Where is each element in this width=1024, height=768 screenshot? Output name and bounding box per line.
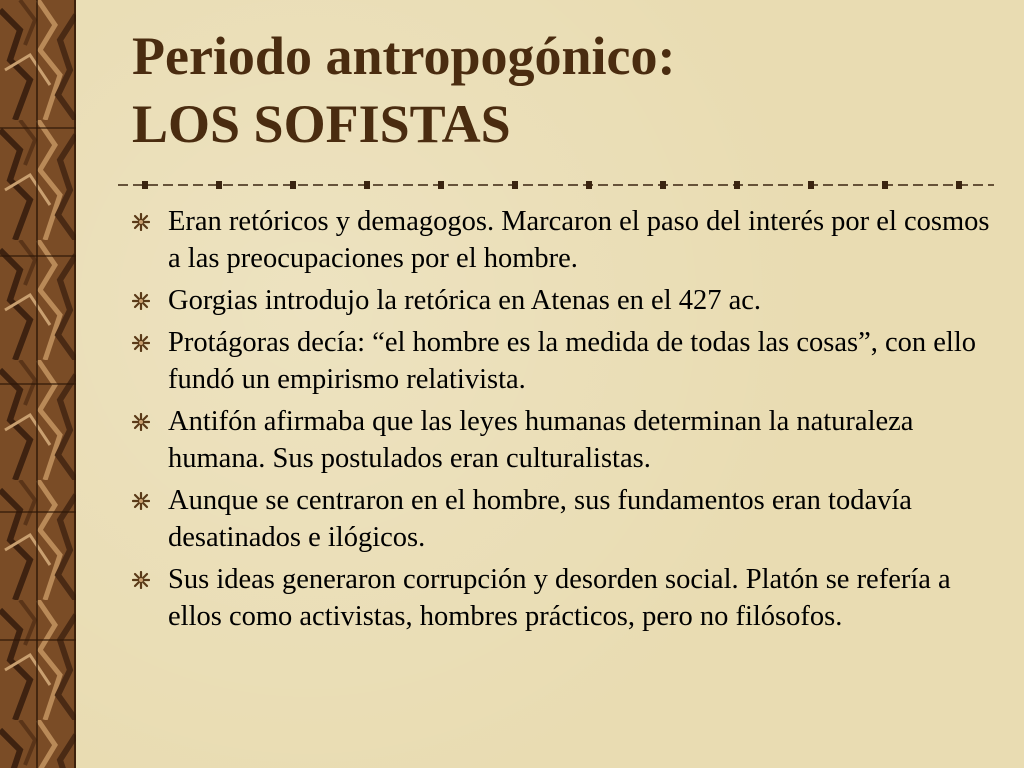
bullet-text: Antifón afirmaba que las leyes humanas determinan la naturaleza humana. Sus postulados eran culturalistas. <box>168 406 914 474</box>
asterisk-star-icon <box>132 213 150 231</box>
bullet-item <box>130 203 990 277</box>
bullet-text: Protágoras decía: “el hombre es la medida de todas las cosas”, con ello fundó un empirismo relativista. <box>168 327 977 395</box>
bullet-text: Eran retóricos y demagogos. Marcaron el paso del interés por el cosmos a las preocupaciones por el hombre. <box>168 206 990 274</box>
title-line-2: LOS SOFISTAS <box>132 94 511 154</box>
asterisk-star-icon <box>132 492 150 510</box>
bullet-text: Aunque se centraron en el hombre, sus fundamentos eran todavía desatinados e ilógicos. <box>168 485 912 553</box>
bullet-item <box>130 282 990 319</box>
title-line-1: Periodo antropogónico: <box>132 26 676 86</box>
asterisk-star-icon <box>132 413 150 431</box>
asterisk-star-icon <box>132 334 150 352</box>
bullet-item <box>130 482 990 556</box>
bullet-item <box>130 403 990 477</box>
bullet-item <box>130 324 990 398</box>
asterisk-star-icon <box>132 292 150 310</box>
bullet-text: Gorgias introdujo la retórica en Atenas en el 427 ac. <box>168 285 762 316</box>
bullet-list <box>130 203 990 640</box>
asterisk-star-icon <box>132 571 150 589</box>
bullet-item <box>130 561 990 635</box>
bullet-text: Sus ideas generaron corrupción y desorden social. Platón se refería a ellos como activistas, hombres prácticos, pero no filósofos. <box>168 564 951 632</box>
decorative-marble-strip <box>0 0 76 768</box>
decorative-divider <box>118 178 994 192</box>
slide-title <box>132 22 992 158</box>
